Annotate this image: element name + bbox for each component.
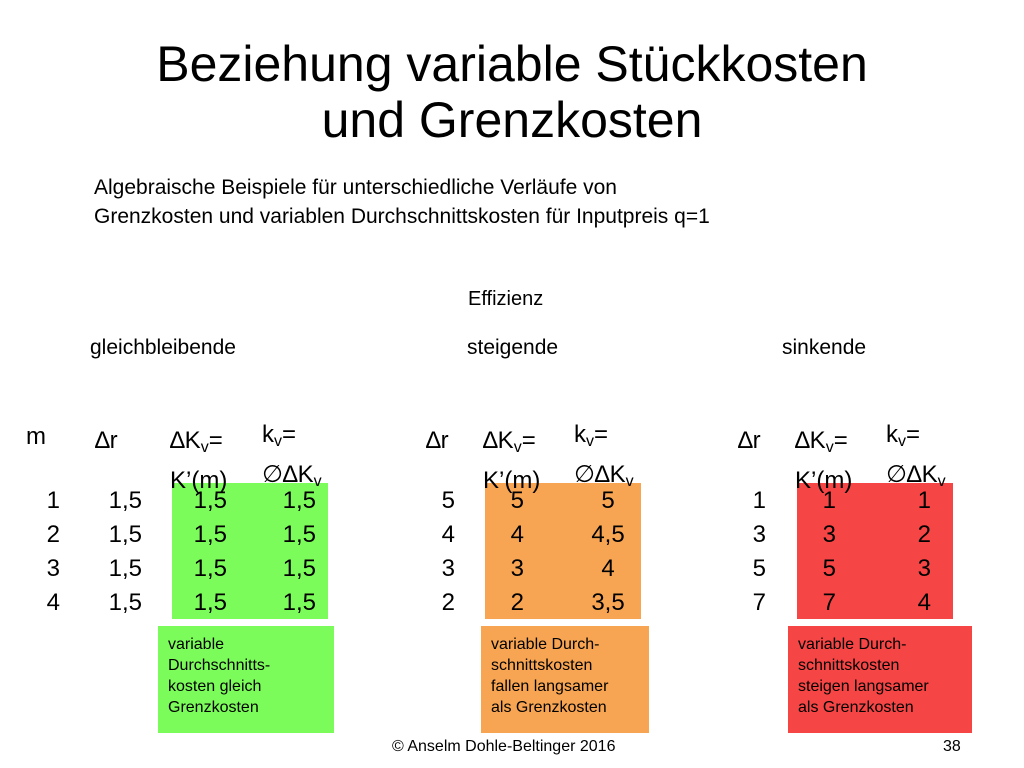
table-cell: 1,5 [108, 521, 142, 548]
table-cell: 3 [917, 555, 931, 582]
table-cell: 4,5 [591, 521, 625, 548]
table-cell: 4 [917, 589, 931, 616]
delta-r-column [422, 484, 455, 620]
subtitle-line-1: Algebraische Beispiele für unterschiedliche Verläufe von [94, 176, 617, 199]
m-value: 2 [46, 521, 60, 548]
kv-column [582, 484, 634, 620]
m-value: 4 [46, 589, 60, 616]
table-cell: 1 [917, 487, 931, 514]
table-cell: 4 [601, 555, 615, 582]
heading-gleichbleibende: gleichbleibende [90, 336, 236, 359]
effizienz-label: Effizienz [468, 288, 544, 310]
table-cell: 1,5 [282, 521, 316, 548]
delta-r-header: ∆r [426, 427, 449, 454]
delta-kv-header: $\Delta K_v=$ K’(m) [170, 427, 228, 494]
heading-sinkende: sinkende [782, 336, 867, 359]
kv-header: $k_v=$ $\emptyset\Delta K_v$ [574, 421, 634, 490]
m-values [20, 484, 60, 620]
table-cell: 1 [822, 487, 836, 514]
kv-header: $k_v=$ $\emptyset\Delta K_v$ [262, 421, 322, 490]
table-cell: 1,5 [193, 487, 227, 514]
table-cell: 3 [510, 555, 524, 582]
kv-header: $k_v=$ $\emptyset\Delta K_v$ [886, 421, 946, 490]
delta-kv-column [497, 484, 524, 620]
table-cell: 2 [510, 589, 524, 616]
table-cell: 5 [822, 555, 836, 582]
delta-r-header: ∆r [95, 427, 118, 454]
note-steigende: variable Durch- schnittskosten fallen langsamer als Grenzkosten [481, 626, 649, 733]
kv-column [266, 484, 316, 620]
delta-r-column [733, 484, 766, 620]
table-cell: 5 [601, 487, 615, 514]
table-cell: 3 [752, 521, 766, 548]
table-cell: 1,5 [282, 487, 316, 514]
table-cell: 2 [917, 521, 931, 548]
heading-steigende: steigende [467, 336, 559, 359]
table-cell: 5 [441, 487, 455, 514]
table-cell: 3,5 [591, 589, 625, 616]
table-cell: 7 [752, 589, 766, 616]
table-cell: 4 [441, 521, 455, 548]
delta-r-header: ∆r [738, 427, 761, 454]
table-cell: 1,5 [193, 521, 227, 548]
table-cell: 7 [822, 589, 836, 616]
kv-column [897, 484, 931, 620]
m-value: 3 [46, 555, 60, 582]
subtitle-line-2: Grenzkosten und variablen Durchschnittskosten für Inputpreis q=1 [94, 205, 710, 228]
table-cell: 1,5 [282, 555, 316, 582]
table-cell: 1 [752, 487, 766, 514]
m-header: m [26, 423, 46, 450]
subtitle [94, 173, 710, 231]
table-cell: 1,5 [108, 555, 142, 582]
table-cell: 3 [441, 555, 455, 582]
delta-kv-header: $\Delta K_v=$ K’(m) [795, 427, 853, 494]
table-cell: 1,5 [108, 487, 142, 514]
table-cell: 1,5 [193, 555, 227, 582]
table-cell: 4 [510, 521, 524, 548]
table-cell: 5 [752, 555, 766, 582]
table-cell: 3 [822, 521, 836, 548]
delta-kv-column [809, 484, 836, 620]
table-cell: 2 [441, 589, 455, 616]
table-cell: 1,5 [282, 589, 316, 616]
footer-copyright: © Anselm Dohle-Beltinger 2016 [392, 738, 616, 755]
note-sinkende: variable Durch- schnittskosten steigen langsamer als Grenzkosten [788, 626, 972, 733]
title-line-1: Beziehung variable Stückkosten [156, 36, 868, 92]
table-cell: 1,5 [193, 589, 227, 616]
delta-kv-header: $\Delta K_v=$ K’(m) [483, 427, 541, 494]
delta-r-column [90, 484, 142, 620]
page-number: 38 [943, 738, 961, 755]
table-cell: 5 [510, 487, 524, 514]
title-line-2: und Grenzkosten [321, 92, 703, 148]
slide-title [0, 36, 1024, 148]
delta-kv-column [178, 484, 227, 620]
note-gleichbleibende: variable Durchschnitts- kosten gleich Grenzkosten [158, 626, 334, 733]
table-cell: 1,5 [108, 589, 142, 616]
m-value: 1 [46, 487, 60, 514]
